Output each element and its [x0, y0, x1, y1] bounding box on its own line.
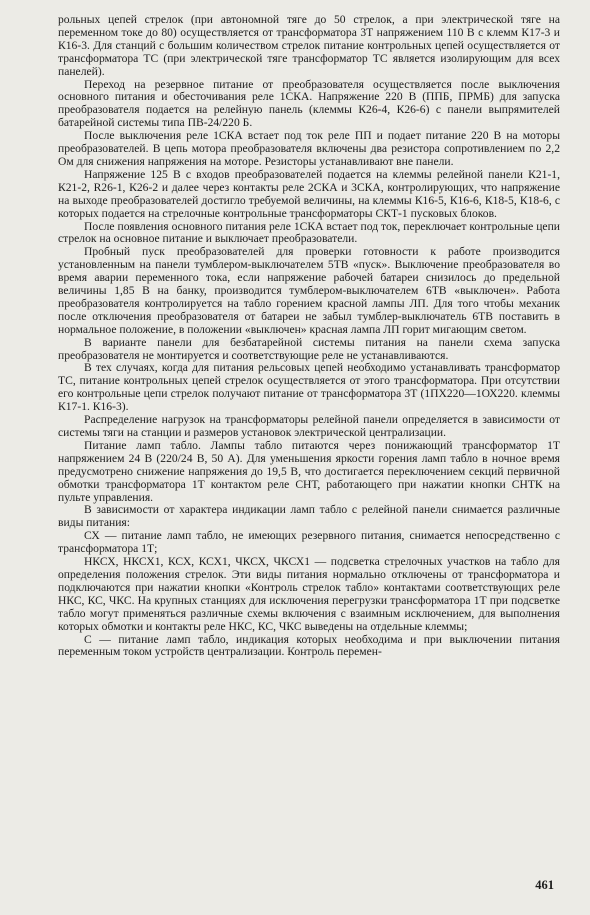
paragraph: СХ — питание ламп табло, не имеющих резервного питания, снимается непосредственно с трансформатора 1Т; [58, 529, 560, 556]
paragraph: НКСХ, НКСХ1, КСХ, КСХ1, ЧКСХ, ЧКСХ1 — подсветка стрелочных участков на табло для определения положения стрелок. Эти виды питания нормально отключены от трансформатора и подключаются при нажатии кнопки «Контроль стрелок табло» контактами соответствующих реле НКС, КС, ЧКС. На крупных станциях для исключения перегрузки трансформатора 1Т при подсветке табло могут применяться различные схемы включения с взаимным исключением, для выполнения которых обмотки и контакты реле НКС, КС, ЧКС выведены на отдельные клеммы; [58, 555, 560, 633]
page-number: 461 [535, 878, 554, 892]
paragraph: Питание ламп табло. Лампы табло питаются через понижающий трансформатор 1Т напряжением 24 В (220/24 В, 50 А). Для уменьшения яркости горения ламп табло в ночное время предусмотрено снижение напряжения до 19,5 В, что достигается переключением секций первичной обмотки трансформатора 1Т контактом реле СНТ, работающего при нажатии кнопки СНТК на пульте управления. [58, 438, 560, 504]
paragraph: Пробный пуск преобразователей для проверки готовности к работе производится установленным на панели тумблером-выключателем 5ТВ «пуск». Выключение преобразователя во время аварии переменного тока, если напряжение рабочей батареи снизилось до предельной величины 1,85 В на банку, производится тумблером-выключателем 6ТВ «выключен». Работа преобразователя контролируется на табло горением красной лампы ЛП. Для того чтобы механик после отключения преобразователя от батареи не забыл тумблер-выключатель 6ТВ поставить в нормальное положение, в положении «выключен» красная лампа ЛП горит мигающим светом. [58, 245, 560, 336]
paragraph: С — питание ламп табло, индикация которых необходима и при выключении питания переменным током устройств централизации. Контроль перемен- [58, 632, 560, 659]
paragraph: В тех случаях, когда для питания рельсовых цепей необходимо устанавливать трансформатор ТС, питание контрольных цепей стрелок осуществляется от этого трансформатора. При отсутствии его контрольные цепи стрелок получают питание от трансформатора 3Т (1ПХ220—1ОХ220. клеммы К17-1. К16-3). [58, 361, 560, 414]
body-text [58, 14, 560, 659]
paragraph: рольных цепей стрелок (при автономной тяге до 50 стрелок, а при электрической тяге на переменном токе до 80) осуществляется от трансформатора 3Т напряжением 110 В с клемм К17-3 и К16-3. Для станций с большим количеством стрелок питание контрольных цепей осуществляется от трансформатора ТС (при электрической тяге трансформатор ТС является изолирующим для всех панелей). [58, 13, 560, 78]
paragraph: После выключения реле 1СКА встает под ток реле ПП и подает питание 220 В на моторы преобразователей. В цепь мотора преобразователя включены два резистора сопротивлением по 2,2 Ом для снижения напряжения на моторе. Резисторы устанавливают вне панели. [58, 129, 560, 168]
paragraph: В варианте панели для безбатарейной системы питания на панели схема запуска преобразователя не монтируется и соответствующие реле не устанавливаются. [58, 335, 560, 362]
paragraph: Напряжение 125 В с входов преобразователей подается на клеммы релейной панели К21-1, К21-2, R26-1, К26-2 и далее через контакты реле 2СКА и 3СКА, контролирующих, что напряжение на выходе преобразователей достигло требуемой величины, на клеммы К16-5, К16-6, К18-5, К18-6, с которых подается на стрелочные контрольные трансформаторы СКТ-1 пусковых блоков. [58, 167, 560, 220]
paragraph: Распределение нагрузок на трансформаторы релейной панели определяется в зависимости от системы тяги на станции и размеров установок электрической централизации. [58, 413, 560, 439]
paragraph: В зависимости от характера индикации ламп табло с релейной панели снимается различные виды питания: [58, 503, 560, 530]
paragraph: После появления основного питания реле 1СКА встает под ток, переключает контрольные цепи стрелок на основное питание и выключает преобразователи. [58, 219, 560, 246]
paragraph: Переход на резервное питание от преобразователя осуществляется после выключения основного питания и обесточивания реле 1СКА. Напряжение 220 В (ППБ, ПРМБ) для запуска преобразователя подается на релейную панель (клеммы К26-4, К26-6) с панели выпрямителей батарейной системы типа ПВ-24/220 Б. [58, 77, 560, 130]
